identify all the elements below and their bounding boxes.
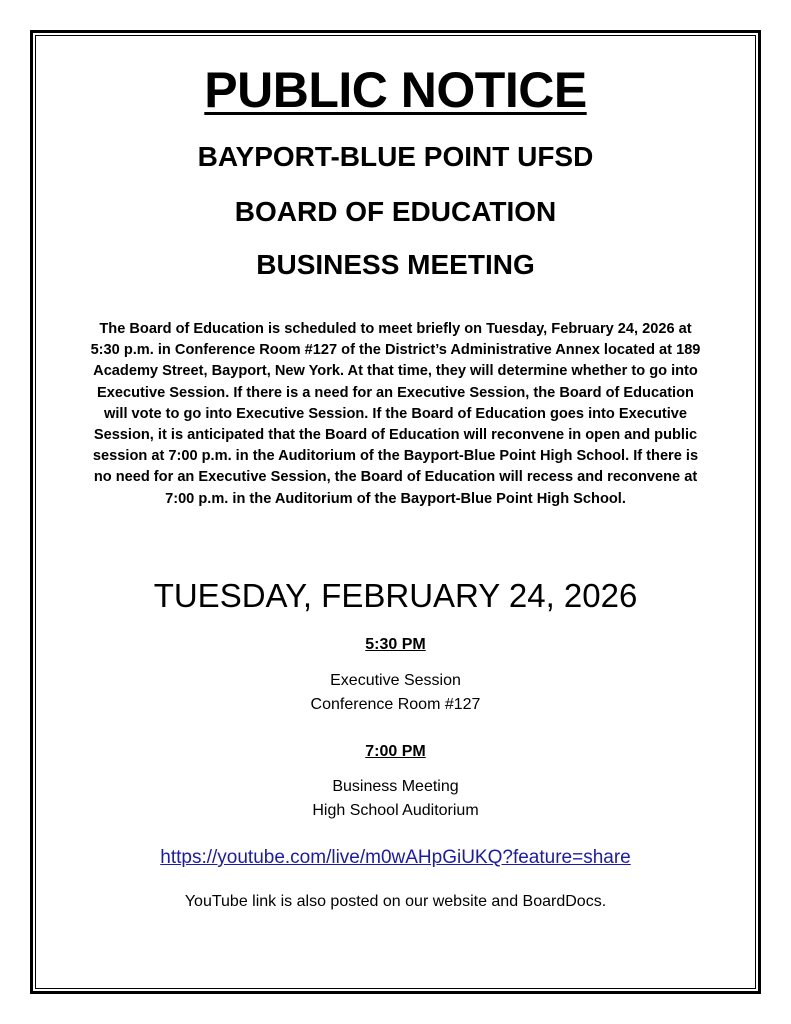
meeting-date: TUESDAY, FEBRUARY 24, 2026 — [153, 577, 638, 614]
notice-body: The Board of Education is scheduled to meet briefly on Tuesday, February 24, 2026 at 5:30 p.m. in Conference Room #127 of the District’s Administrative Annex located at 189 Academy Street, Bayport, New York. At that time, they will determine whether to go into Executive Session. If there is a need for an Executive Session, the Board of Education will vote to go into Executive Session. If the Board of Education goes into Executive Session, it is anticipated that the Board of Education will reconvene in open and public session at 7:00 p.m. in the Auditorium of the Bayport-Blue Point High School. If there is no need for an Executive Session, the Board of Education will recess and reconvene at 7:00 p.m. in the Auditorium of the Bayport-Blue Point High School. — [90, 321, 701, 507]
schedule-event-2: Business Meeting — [332, 778, 459, 795]
board-name: BOARD OF EDUCATION — [234, 196, 557, 227]
footnote: YouTube link is also posted on our website and BoardDocs. — [184, 893, 607, 910]
schedule-detail-2 — [40, 775, 751, 823]
schedule-event-1: Executive Session — [330, 672, 461, 689]
schedule-detail-1 — [40, 669, 751, 717]
schedule-time-2: 7:00 PM — [365, 743, 426, 760]
schedule-location-1: Conference Room #127 — [310, 696, 481, 713]
notice-title: PUBLIC NOTICE — [204, 62, 587, 118]
meeting-type: BUSINESS MEETING — [256, 249, 535, 280]
schedule-location-2: High School Auditorium — [312, 802, 479, 819]
youtube-link[interactable]: https://youtube.com/live/m0wAHpGiUKQ?feature=share — [160, 847, 631, 868]
district-name: BAYPORT-BLUE POINT UFSD — [197, 141, 594, 172]
schedule-time-1: 5:30 PM — [365, 636, 426, 653]
